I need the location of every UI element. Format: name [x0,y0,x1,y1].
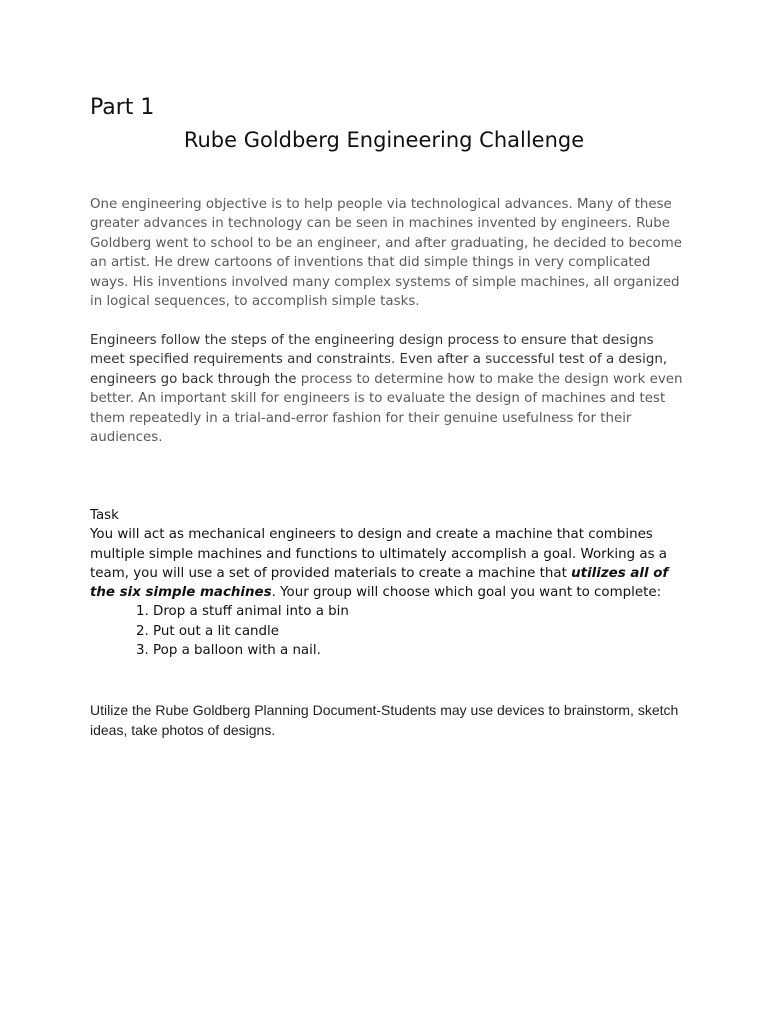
goal-item: 2. Put out a lit candle [136,623,279,639]
intro-paragraph: One engineering objective is to help people via technological advances. Many of these greater advances in technology can be seen in machines invented by engineers. Rube Goldberg went to school to be an engineer, and after graduating, he decided to become an artist. He drew cartoons of inventions that did simple things in very complicated ways. His inventions involved many complex systems of simple machines, all organized in logical sequences, to accomplish simple tasks. [90,197,683,310]
design-process-paragraph [90,331,690,447]
goal-item: 3. Pop a balloon with a nail. [136,643,321,659]
part-label: Part 1 [90,95,155,120]
document-title: Rube Goldberg Engineering Challenge [183,128,585,152]
closing-note: Utilize the Rube Goldberg Planning Document-Students may use devices to brainstorm, sketch ideas, take photos of designs. [90,702,679,738]
task-emphasis: utilizes all of the six simple machines [90,565,669,601]
task-description [90,525,690,602]
design-paragraph-part1: Engineers follow the steps of the engineering design process to ensure that designs meet specified requirements and constraints. Even after a successful test of a design, engineers go back through the [90,333,668,387]
task-text-after: . Your group will choose which goal you want to complete: [271,585,662,601]
task-section [90,506,690,660]
goal-item: 1. Drop a stuff animal into a bin [136,604,349,620]
task-text-before: You will act as mechanical engineers to design and create a machine that combines multiple simple machines and functions to ultimately accomplish a goal. Working as a team, you will use a set of provided materials to create a machine that [90,527,668,581]
design-paragraph-part2: process to determine how to make the design work even better. An important skill for engineers is to evaluate the design of machines and test them repeatedly in a trial-and-error fashion for their genuine usefulness for their audiences. [90,371,683,446]
task-heading: Task [90,508,119,523]
goal-list [90,602,690,660]
